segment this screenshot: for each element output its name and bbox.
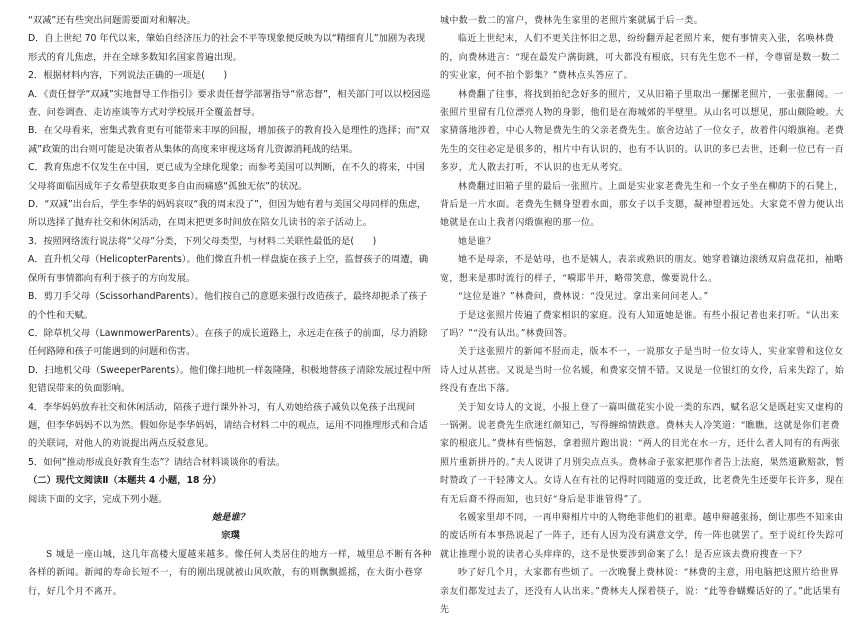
left-column	[28, 12, 433, 601]
q2-option-c: C．教育焦虑不仅发生在中国，更已成为全球化现象；而参考美国可以判断，在不久的将来，中国父母将面临因成年子女希望获取更多自由而痛感“孤独无依”的状况。	[28, 162, 425, 192]
q3-stem: 3．按照网络流行说法将“父母”分类，下列父母类型，与材料二关联性最低的是( )	[28, 235, 377, 247]
q2-option-a: A．《责任督学“双减”实地督导工作指引》要求责任督学部署指导“常态督”，相关部门可以以校园巡查、问卷调查、走访座谈等方式对学校展开全覆盖督导。	[28, 88, 431, 119]
story-paragraph: S 城是一座山城，这几年高楼大厦越来越多。像任何人类居住的地方一样，城里总不断有各种各样的新闻。新闻的寿命长短不一，有的刚出现就被山风吹散，有的则飘飘摇摇，在大街小巷穿行，好几个月不离开。	[28, 549, 432, 597]
story-paragraph: 她不是母亲，不是姑母，也不是姨人，表亲或熟识的朋友。她穿着镶边滚绣双肩盘花扣，袖略宽，想来是那时流行的样子，“嗬耶半开，略带笑意，像要说什么。	[440, 255, 844, 284]
q3-option-b: B．剪刀手父母（ScissorhandParents）。他们按自己的意愿来强行改造孩子，最终却扼杀了孩子的个性和天赋。	[28, 291, 428, 321]
story-paragraph: 林费翻过旧箱子里的最后一张照片。上面是实业家老费先生和一个女子坐在柳荫下的石凳上，背后是一片水面。老费先生侧身望着水面，那女子以手支腮，凝神望着远处。大家竟不曾力便认出她就是在山上我者闪缎旗袍的那一位。	[440, 181, 845, 229]
q2-stem: 2．根据材料内容，下列说法正确的一项是( )	[28, 70, 228, 82]
story-author: 宗璞	[221, 530, 240, 542]
right-column	[440, 12, 845, 619]
story-paragraph: 城中数一数二的富户，费林先生家里的老照片案就属于后一类。	[440, 16, 704, 26]
story-paragraph: 林费翻了往事，将找到拍纪念好多的照片，又从旧箱子里取出一摞摞老照片，一张张翻阅。一张照片里留有几位漂亮人物的身影，他们是在海城郊的半壁里。从山名可以想见，那山颇险峻。大家猜落地涉着，中心人物是费先生的父亲老费先生。旅舍边站了一位女子，故着件闪缎旗袍。老费先生的交往必定是很多的，相片中有认识的，也有不认识的。认识的多已去世，还剩一位已有一百多岁，尤人散去打听，不认识的也无从考究。	[440, 89, 845, 174]
story-paragraph: 她是谁？	[458, 236, 496, 247]
story-paragraph: 关于知女诗人的文说，小报上登了一篇叫做花实小说一类的东西，赋名忍父是既赶实又虚构的一锅粥。说老费先生欣迷红颜知己，写得缠绵情跌意。费林夫人冷笑道：“瞧瞧，这就是你们老费家的根底儿。”费林有些恼怒，拿着照片跑出说：“两人的目光在水一方，还什么者人同有的有两张照片重新拼丹的。”夫人说讲了月别尖点点头。费林命子张家把那作者告上法庭，果然道歉赔款，暂时赞政了一干轻薄文人。女诗人在有社的记得时同随道的变迁政，比老费先生还要年长许多，现在有无后裔不得而知，也只好“身后是非谁管得”了。	[440, 402, 845, 505]
instruction: 阅读下面的文字，完成下列小题。	[28, 493, 168, 505]
story-paragraph: 名媛家里却不同，一再申辩相片中的人物绝非他们的祖辈。越申辩越张扬，倒让那些不知来由的废话所有本事热说起了一阵子，还有人因为没有满意文学，传一阵也就罢了。至于说红伶失踪可就让推理小说的读者心头痒痒的，这不是快要涉到命案了么！是否应该去费府搜查一下？	[440, 512, 845, 560]
story-title: 她是谁？	[211, 511, 250, 523]
q3-option-d: D．扫地机父母（SweeperParents）。他们像扫地机一样轰隆隆，积极地替孩子清除发展过程中所犯错误带来的负面影响。	[28, 364, 431, 395]
q1-option-d: D．自上世纪 70 年代以来，肇始自经济压力的社会不平等现象便反映为以“精细育儿”加剧为表现形式的育儿焦虑，并在全球多数知名国家普遍出现。	[28, 33, 426, 63]
story-paragraph: 吵了好几个月，大家都有些烦了。一次晚餐上费林说：“林费的主意，用电脑把这照片给世界亲友们都发过去了，还没有人认出来。”费林夫人探着筷子，说：“此等眷蝴蝶话好的了。”此话果有先	[440, 568, 841, 615]
story-paragraph: “这位是谁？”林费问，费林说：“没见过。拿出来问问老人。”	[458, 292, 709, 303]
q3-option-a: A．直升机父母（HelicopterParents）。他们像直升机一样盘旋在孩子上空，监督孩子的周遭，确保所有事情都向有利于孩子的方向发展。	[28, 254, 429, 284]
q3-option-c: C．除草机父母（LawnmowerParents）。在孩子的成长道路上，永远走在孩子的前面，尽力消除任何路障和孩子可能遇到的问题和伤害。	[28, 327, 428, 358]
story-paragraph: 临近上世纪末，人们不更关注怀旧之思，纷纷翻弄起老照片来，便有事情夹入张，名唤林费的，向费林进言：“现在最发户满街跳，可大都没有根底，只有先生您不一样，令尊留是数一数二的实业家，何不拍个影集？”费林点头答应了。	[440, 34, 840, 82]
story-paragraph: 于是这张照片传遍了费家相识的家庭。没有人知道她是谁。有些小报记者也来打听。“认出来了吗？”“没有认出。”林费回答。	[440, 310, 840, 339]
story-paragraph: 关于这张照片的新闻不胫而走，版本不一，一说那女子是当时一位女诗人，实业家曾和这位女诗人过从甚密。又说是当时一位名媛，和费家交情不错。又说是一位银红的女伶，后来失踪了，始终没有查出下落。	[440, 347, 845, 395]
q4: 4．李华妈妈放弃社交和休闲活动，陪孩子进行课外补习，有人劝她给孩子减负以免孩子出现问题，但李华妈妈不以为然。假如你是李华妈妈，请结合材料二中的观点，运用不同推理形式和合适的关联词，对他人的劝说提出两点反驳意见。	[28, 401, 428, 450]
q2-option-d: D．“双减”出台后，学生李华的妈妈哀叹“我的周末没了”，但因为她有着与美国父母同样的焦虑，所以选择了抛弃社交和休闲活动，在周末把更多时间放在陪女儿读书的亲子活动上。	[28, 199, 427, 229]
q5: 5．如何“推动形成良好教育生态”？请结合材料谈谈你的看法。	[28, 456, 286, 468]
q2-option-b: B．在父母看来，密集式教育更有可能带来丰厚的回报，增加孩子的教育投入是理性的选择；而“双减”政策的出台则可能是决策者从集体的高度来审视这场育儿资源消耗战的结果。	[28, 125, 430, 155]
q1-tail: “双减”还有些突出问题需要面对和解决。	[28, 15, 196, 26]
section-heading: （二）现代文阅读Ⅱ（本题共 4 小题，18 分）	[28, 475, 222, 487]
